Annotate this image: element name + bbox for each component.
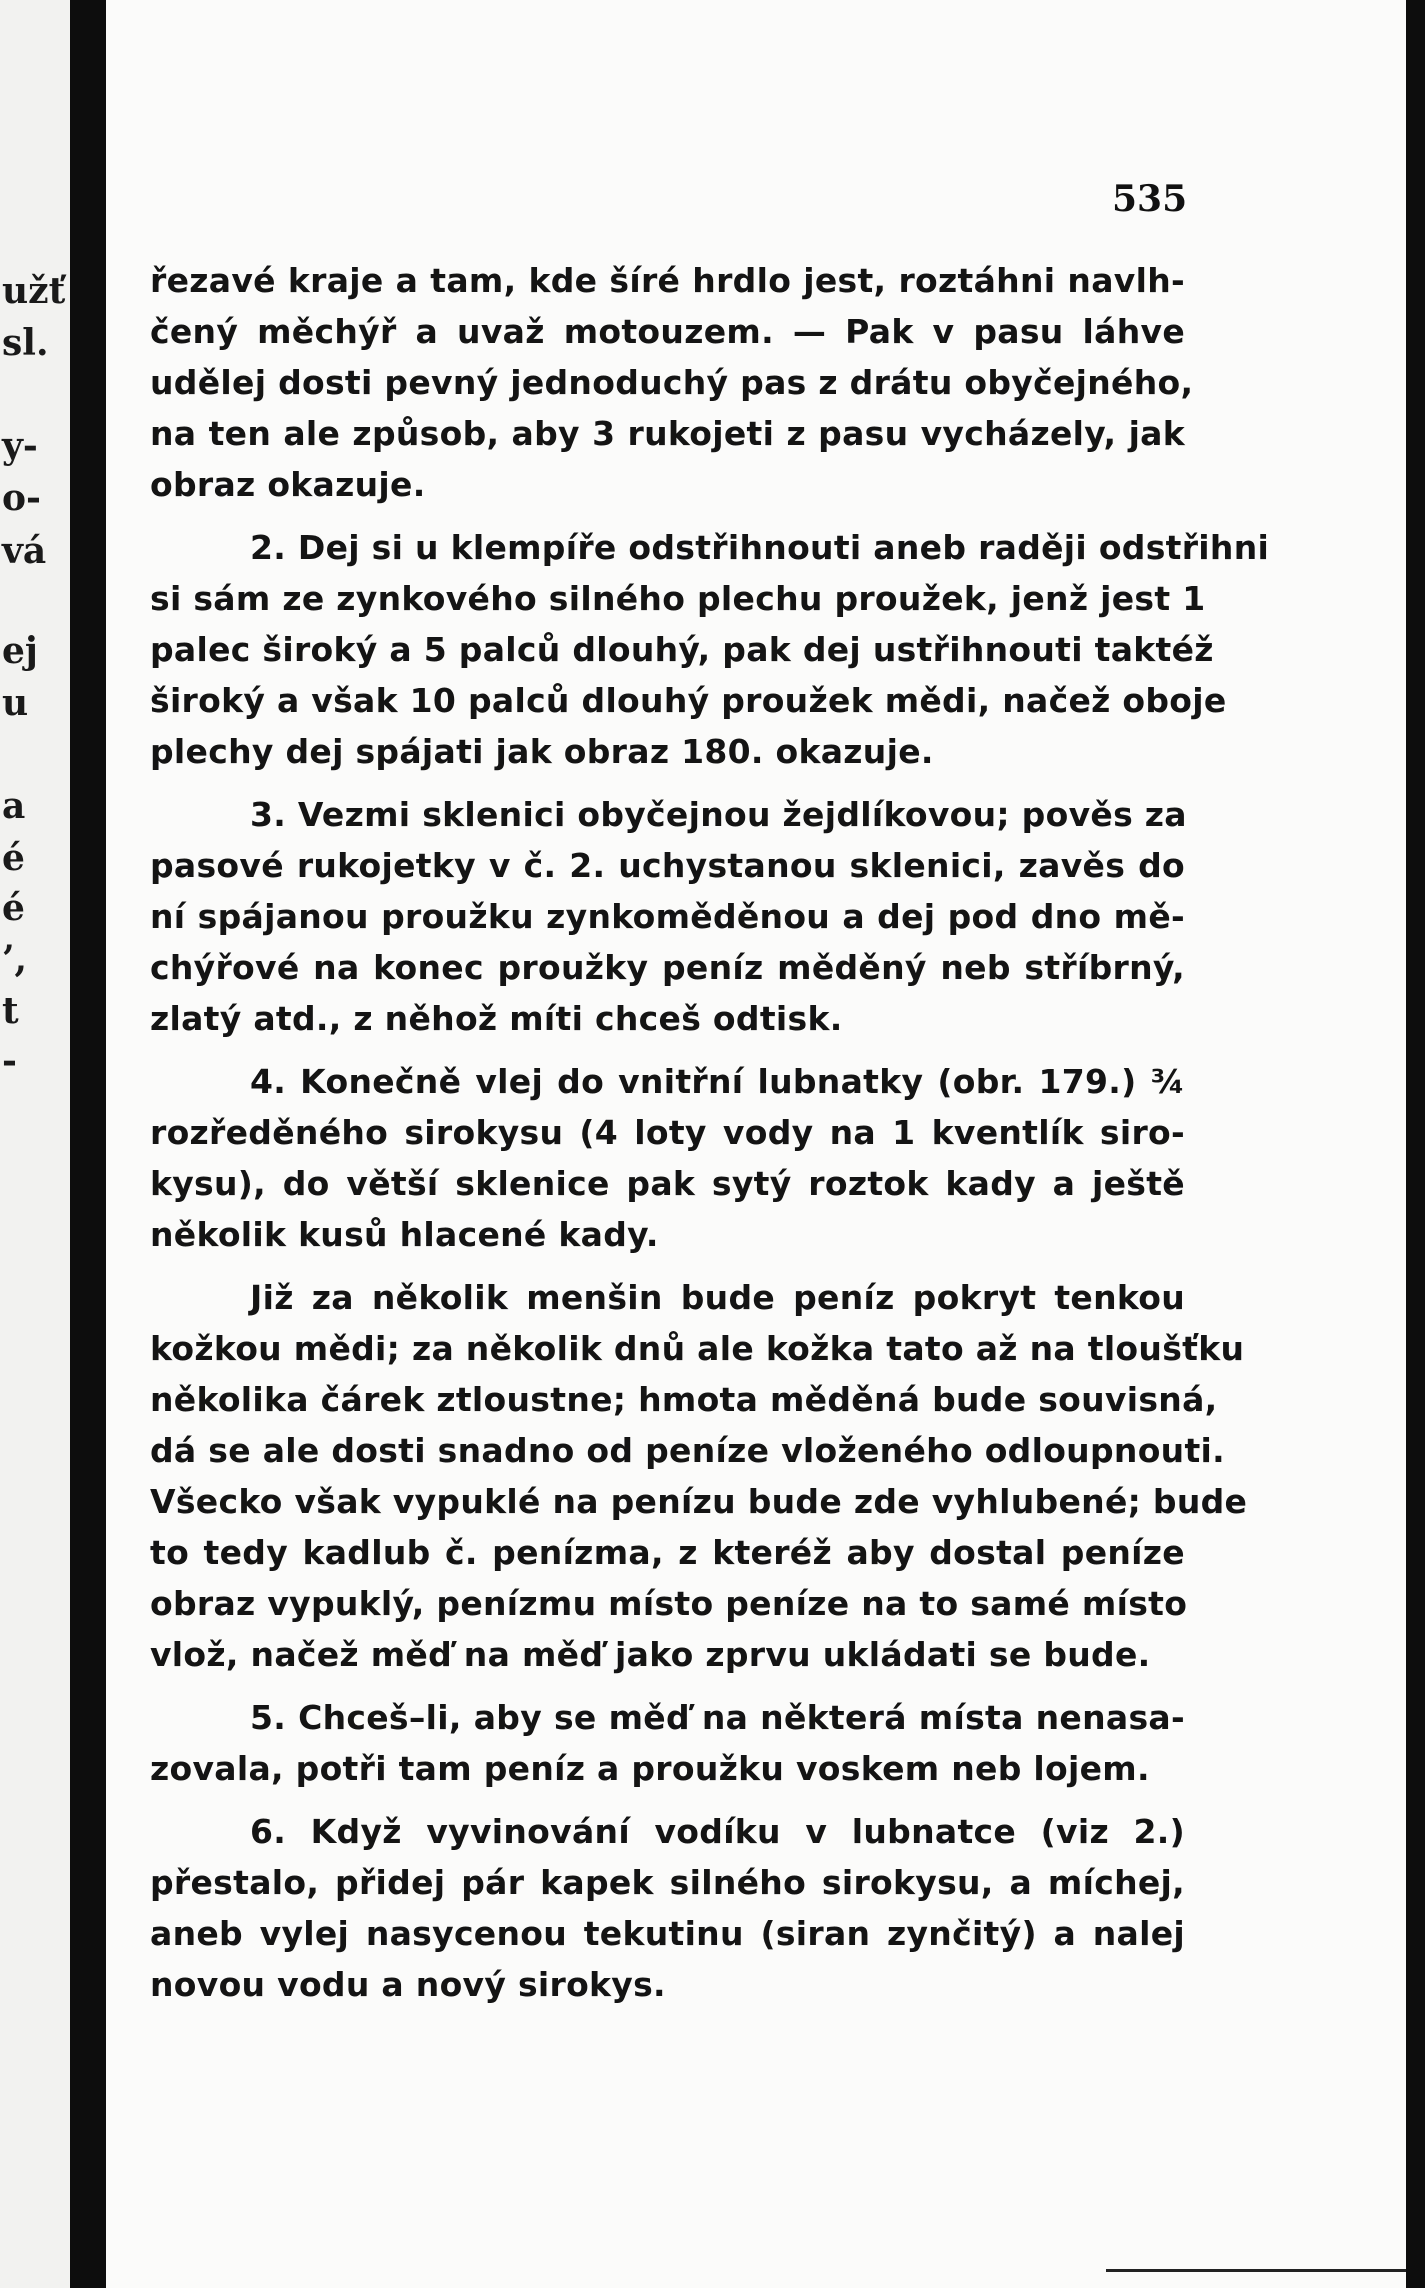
paragraph-gap	[150, 1260, 1185, 1272]
text-line: Již za několik menšin bude peníz pokryt tenkou	[250, 1278, 1185, 1317]
text-line: Všecko však vypuklé na penízu bude zde vyhlubené; bude	[150, 1482, 1248, 1521]
previous-page-fragment: t	[2, 990, 19, 1032]
text-line: obraz vypuklý, penízmu místo peníze na to samé místo	[150, 1584, 1188, 1623]
text-line: zovala, potři tam peníz a proužku voskem neb lojem.	[150, 1749, 1150, 1788]
previous-page-fragment: y-	[2, 425, 38, 467]
text-line: novou vodu a nový sirokys.	[150, 1965, 666, 2004]
text-line: několik kusů hlacené kady.	[150, 1215, 659, 1254]
bottom-edge-line	[1106, 2269, 1406, 2272]
text-line: rozředěného sirokysu (4 loty vody na 1 kventlík siro-	[150, 1113, 1185, 1152]
previous-page-fragment: é	[2, 887, 25, 929]
book-gutter	[70, 0, 106, 2288]
text-line: chýřové na konec proužky peníz měděný neb stříbrný,	[150, 948, 1185, 987]
text-line: kysu), do větší sklenice pak sytý roztok kady a ještě	[150, 1164, 1185, 1203]
text-line: to tedy kadlub č. penízma, z kteréž aby dostal peníze	[150, 1533, 1185, 1572]
paragraph-gap	[150, 1044, 1185, 1056]
previous-page-fragment: ej	[2, 630, 38, 672]
text-line: obraz okazuje.	[150, 465, 426, 504]
text-line: ní spájanou proužku zynkoměděnou a dej pod dno mě-	[150, 897, 1185, 936]
text-line: palec široký a 5 palců dlouhý, pak dej ustřihnouti taktéž	[150, 630, 1214, 669]
text-line: 3. Vezmi sklenici obyčejnou žejdlíkovou; pověs za	[250, 795, 1187, 834]
text-line: dá se ale dosti snadno od peníze vloženého odloupnouti.	[150, 1431, 1225, 1470]
text-line: 6. Když vyvinování vodíku v lubnatce (viz 2.)	[250, 1812, 1185, 1851]
body-text	[150, 255, 1270, 2010]
text-line: řezavé kraje a tam, kde šíré hrdlo jest, roztáhni navlh-	[150, 261, 1185, 300]
text-line: čený měchýř a uvaž motouzem. — Pak v pasu láhve	[150, 312, 1185, 351]
text-line: kožkou mědi; za několik dnů ale kožka tato až na tloušťku	[150, 1329, 1245, 1368]
text-line: přestalo, přidej pár kapek silného sirokysu, a míchej,	[150, 1863, 1185, 1902]
text-line: zlatý atd., z něhož míti chceš odtisk.	[150, 999, 843, 1038]
previous-page-fragment: u	[2, 682, 29, 724]
right-page-edge	[1406, 0, 1425, 2288]
previous-page-fragment: o-	[2, 477, 41, 519]
text-line: pasové rukojetky v č. 2. uchystanou sklenici, zavěs do	[150, 846, 1185, 885]
text-line: 2. Dej si u klempíře odstřihnouti aneb raději odstřihni	[250, 528, 1270, 567]
text-line: si sám ze zynkového silného plechu proužek, jenž jest 1	[150, 579, 1206, 618]
page-number: 535	[1112, 178, 1188, 220]
paragraph-gap	[150, 510, 1185, 522]
text-line: několika čárek ztloustne; hmota měděná bude souvisná,	[150, 1380, 1218, 1419]
paragraph-gap	[150, 1794, 1185, 1806]
previous-page-fragment: užť	[2, 270, 66, 312]
previous-page-fragment: a	[2, 785, 26, 827]
previous-page-fragment: vá	[2, 530, 47, 572]
text-line: na ten ale způsob, aby 3 rukojeti z pasu vycházely, jak	[150, 414, 1185, 453]
previous-page-fragment: ’,	[2, 938, 28, 980]
text-line: aneb vylej nasycenou tekutinu (siran zynčitý) a nalej	[150, 1914, 1185, 1953]
text-line: udělej dosti pevný jednoduchý pas z drátu obyčejného,	[150, 363, 1194, 402]
text-line: plechy dej spájati jak obraz 180. okazuje.	[150, 732, 934, 771]
text-line: vlož, načež měď na měď jako zprvu ukládati se bude.	[150, 1635, 1151, 1674]
previous-page-fragment: sl.	[2, 322, 49, 364]
paragraph-gap	[150, 777, 1185, 789]
previous-page-fragment: -	[2, 1040, 17, 1082]
previous-page-edge	[0, 0, 70, 2288]
paragraph-gap	[150, 1680, 1185, 1692]
previous-page-fragment: é	[2, 837, 25, 879]
text-line: 5. Chceš–li, aby se měď na některá místa nenasa-	[250, 1698, 1185, 1737]
text-line: 4. Konečně vlej do vnitřní lubnatky (obr. 179.) ¾	[250, 1062, 1185, 1101]
text-line: široký a však 10 palců dlouhý proužek mědi, načež oboje	[150, 681, 1227, 720]
